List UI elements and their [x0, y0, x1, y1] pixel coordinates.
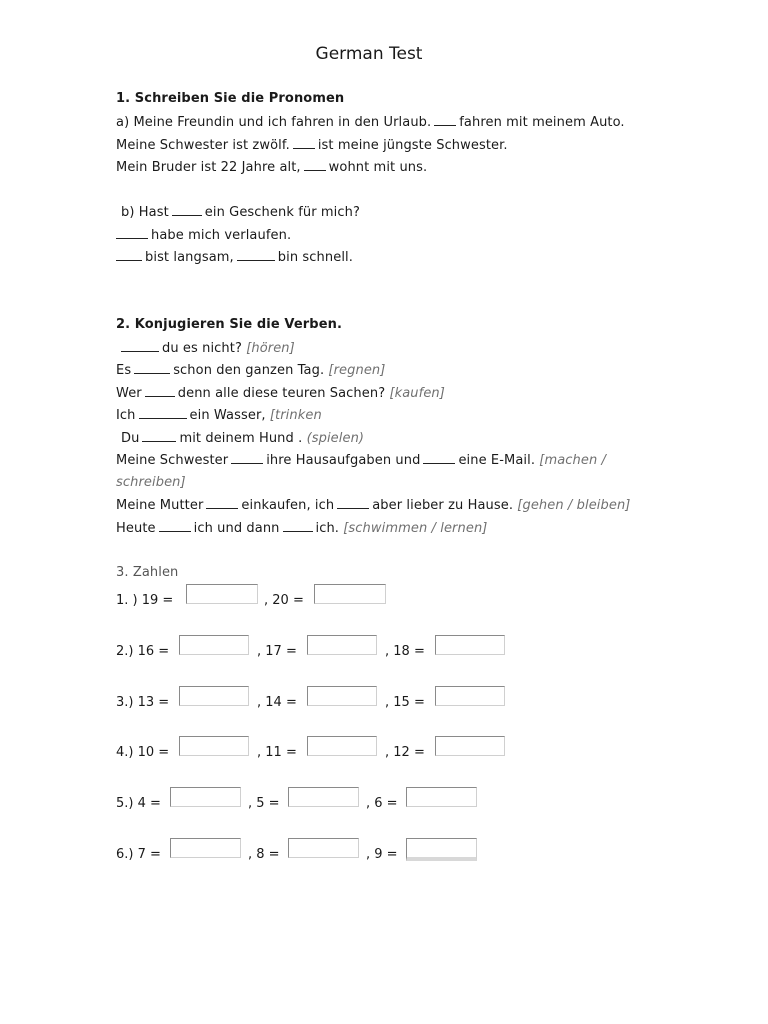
answer-box[interactable]	[170, 787, 241, 807]
answer-box[interactable]	[179, 736, 249, 756]
s1-line-1	[116, 114, 625, 130]
s2-line-9	[116, 520, 487, 536]
s2-line-3-text: denn alle diese teuren Sachen?	[177, 386, 386, 401]
answer-box[interactable]	[307, 686, 377, 706]
answer-box[interactable]	[179, 635, 249, 655]
answer-box[interactable]	[406, 787, 477, 807]
verb-hint: [schwimmen / lernen]	[343, 521, 488, 536]
verb-hint: [hören]	[246, 341, 295, 356]
s1-line-2-pre: Meine Schwester ist zwölf.	[116, 138, 290, 153]
s2-line-2-pre: Es	[116, 363, 132, 378]
answer-blank[interactable]	[139, 407, 187, 419]
s2-line-6-pre: Meine Schwester	[116, 453, 229, 468]
answer-box[interactable]	[435, 686, 505, 706]
answer-blank[interactable]	[116, 249, 142, 261]
s2-line-1	[121, 340, 295, 356]
answer-box[interactable]	[186, 584, 258, 604]
verb-hint: [trinken	[269, 408, 322, 423]
section-2-heading: 2. Konjugieren Sie die Verben.	[116, 317, 342, 332]
s1-line-6	[116, 249, 353, 265]
verb-hint: [machen /	[539, 453, 607, 468]
s2-line-8-text: aber lieber zu Hause.	[372, 498, 514, 513]
s2-line-4	[116, 407, 322, 423]
answer-box[interactable]	[288, 838, 359, 858]
s2-line-3-pre: Wer	[116, 386, 142, 401]
number-row-sep: , 11 =	[257, 745, 297, 760]
answer-blank[interactable]	[293, 137, 315, 149]
s2-line-9-pre: Heute	[116, 521, 156, 536]
answer-box[interactable]	[307, 635, 377, 655]
answer-blank[interactable]	[231, 452, 263, 464]
answer-blank[interactable]	[237, 249, 275, 261]
answer-box[interactable]	[435, 635, 505, 655]
number-row-sep: , 15 =	[385, 695, 425, 710]
s2-line-9-mid: ich und dann	[193, 521, 280, 536]
s2-line-5-pre: Du	[121, 431, 140, 446]
verb-hint: [kaufen]	[389, 386, 445, 401]
number-row-sep: , 5 =	[248, 796, 280, 811]
s2-line-2-text: schon den ganzen Tag.	[173, 363, 325, 378]
s1-line-5-post: habe mich verlaufen.	[151, 228, 292, 243]
s1-line-3	[116, 159, 427, 175]
s1-line-4-post: ein Geschenk für mich?	[204, 205, 360, 220]
s2-line-2	[116, 362, 385, 378]
section-3-heading: 3. Zahlen	[116, 565, 179, 580]
s2-line-9-text: ich.	[315, 521, 340, 536]
s2-line-6-mid: ihre Hausaufgaben und	[266, 453, 421, 468]
number-row-sep: , 18 =	[385, 644, 425, 659]
s1-line-5	[116, 227, 291, 243]
number-row-sep: , 17 =	[257, 644, 297, 659]
s1-line-2	[116, 137, 508, 153]
number-row-label: 6.) 7 =	[116, 847, 161, 862]
s2-line-8-pre: Meine Mutter	[116, 498, 204, 513]
s2-line-5-text: mit deinem Hund .	[179, 431, 303, 446]
number-row-sep: , 12 =	[385, 745, 425, 760]
answer-blank[interactable]	[434, 114, 456, 126]
answer-blank[interactable]	[134, 362, 170, 374]
s1-line-1-pre: a) Meine Freundin und ich fahren in den Urlaub.	[116, 115, 432, 130]
number-row-sep: , 20 =	[264, 593, 304, 608]
number-row-label: 5.) 4 =	[116, 796, 161, 811]
s2-line-8	[116, 497, 630, 513]
number-row-label: 1. ) 19 =	[116, 593, 174, 608]
answer-blank[interactable]	[283, 520, 313, 532]
s2-line-8-mid: einkaufen, ich	[241, 498, 335, 513]
s2-line-5	[121, 430, 364, 446]
answer-blank[interactable]	[116, 227, 148, 239]
s1-line-3-post: wohnt mit uns.	[328, 160, 428, 175]
s2-line-6	[116, 452, 606, 468]
answer-box[interactable]	[179, 686, 249, 706]
answer-box[interactable]	[314, 584, 386, 604]
number-row-sep: , 8 =	[248, 847, 280, 862]
verb-hint: [regnen]	[328, 363, 386, 378]
number-row-sep: , 9 =	[366, 847, 398, 862]
answer-blank[interactable]	[304, 159, 326, 171]
verb-hint: [gehen / bleiben]	[517, 498, 631, 513]
s1-line-6-post: bin schnell.	[277, 250, 353, 265]
answer-blank[interactable]	[337, 497, 369, 509]
number-row-label: 3.) 13 =	[116, 695, 170, 710]
verb-hint: (spielen)	[306, 431, 365, 446]
s2-line-4-pre: Ich	[116, 408, 136, 423]
section-1-heading: 1. Schreiben Sie die Pronomen	[116, 91, 345, 106]
answer-blank[interactable]	[172, 204, 202, 216]
number-row-sep: , 6 =	[366, 796, 398, 811]
answer-box[interactable]	[170, 838, 241, 858]
answer-box[interactable]	[435, 736, 505, 756]
s2-line-4-text: ein Wasser,	[189, 408, 266, 423]
answer-blank[interactable]	[159, 520, 191, 532]
s1-line-4-pre: b) Hast	[121, 205, 169, 220]
number-row-label: 2.) 16 =	[116, 644, 170, 659]
answer-box[interactable]	[406, 838, 477, 861]
page-title: German Test	[315, 44, 423, 64]
s1-line-3-pre: Mein Bruder ist 22 Jahre alt,	[116, 160, 301, 175]
s2-line-1-text: du es nicht?	[162, 341, 242, 356]
answer-blank[interactable]	[121, 340, 159, 352]
s2-line-6-text: eine E-Mail.	[458, 453, 536, 468]
answer-box[interactable]	[307, 736, 377, 756]
s1-line-6-mid: bist langsam,	[145, 250, 234, 265]
number-row-sep: , 14 =	[257, 695, 297, 710]
s1-line-1-post: fahren mit meinem Auto.	[459, 115, 625, 130]
number-row-label: 4.) 10 =	[116, 745, 170, 760]
s2-line-3	[116, 385, 445, 401]
answer-blank[interactable]	[206, 497, 238, 509]
s1-line-4	[121, 204, 360, 220]
answer-blank[interactable]	[142, 430, 176, 442]
answer-blank[interactable]	[145, 385, 175, 397]
answer-box[interactable]	[288, 787, 359, 807]
s2-line-7: schreiben]	[116, 475, 186, 490]
answer-blank[interactable]	[423, 452, 455, 464]
s1-line-2-post: ist meine jüngste Schwester.	[317, 138, 508, 153]
